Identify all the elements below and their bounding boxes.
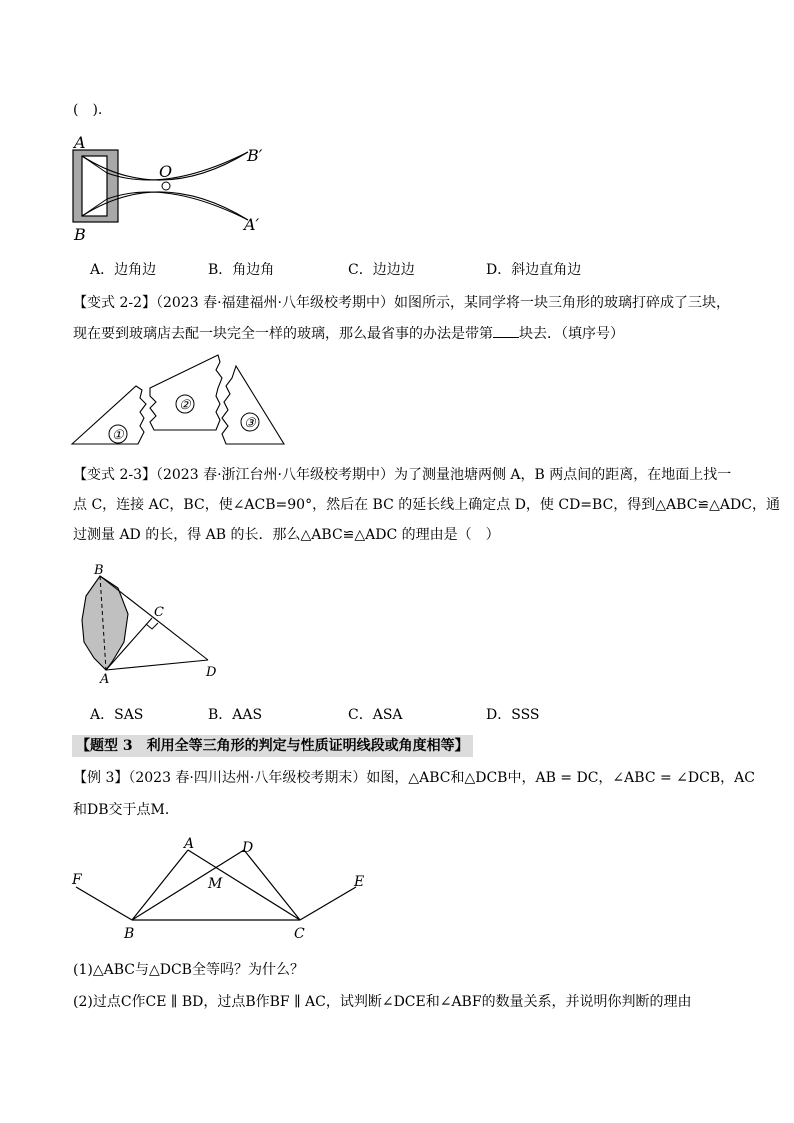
label-A: A [74,133,86,152]
label-E: E [354,874,365,890]
q3-line-1: 【变式 2-3】（2023 春·浙江台州·八年级校考期中）为了测量池塘两侧 A，B 两点间的距离，在地面上找一 [73,467,732,483]
q2-line-1: 【变式 2-2】（2023 春·福建福州·八年级校考期中）如图所示，某同学将一块三角形的玻璃打碎成了三块， [73,295,730,311]
section-heading: 【题型 3 利用全等三角形的判定与性质证明线段或角度相等】 [72,735,473,757]
ex3-figure-triangles [68,832,380,942]
q3-option-a[interactable]: A．SAS [90,707,144,723]
q3-option-c[interactable]: C．ASA [348,707,403,723]
label-C: C [154,605,164,620]
q3-option-d[interactable]: D．SSS [486,707,540,723]
piece-label-2: ② [179,398,191,413]
label-A: A [100,672,110,686]
q1-option-b[interactable]: B．角边角 [208,262,275,278]
q1-stem-tail: ( ). [73,102,103,118]
label-B: B [124,926,135,942]
piece-label-3: ③ [244,416,256,431]
label-B-prime: B′ [247,146,263,165]
q2-answer-blank[interactable] [493,323,519,338]
q2-line-2 [73,323,624,344]
q1-option-c[interactable]: C．边边边 [348,262,415,278]
q3-figure-pond [72,562,232,686]
q2-line-2-a: 现在要到玻璃店去配一块完全一样的玻璃，那么最省事的办法是带第 [73,326,493,342]
ex3-part-2: (2)过点C作CE ∥ BD，过点B作BF ∥ AC，试判断∠DCE和∠ABF的数量关系，并说明你判断的理由 [73,994,692,1010]
label-M: M [208,876,223,892]
label-B: B [74,225,86,244]
piece-label-1: ① [112,428,124,443]
q2-line-2-b: 块去．（填序号） [519,326,624,342]
q2-figure-broken-glass [70,350,290,448]
ex3-line-2: 和DB交于点M． [73,802,179,818]
ex3-part-1: (1)△ABC与△DCB全等吗？为什么？ [73,962,304,978]
q1-option-d[interactable]: D．斜边直角边 [486,262,582,278]
label-F: F [72,872,82,888]
q3-option-b[interactable]: B．AAS [208,707,263,723]
q3-line-3: 过测量 AD 的长，得 AB 的长．那么△ABC≌△ADC 的理由是（ ） [73,527,500,543]
label-O: O [159,162,173,181]
q1-option-a[interactable]: A．边角边 [90,262,157,278]
label-A: A [184,836,195,852]
label-D: D [242,840,254,856]
label-C: C [294,926,305,942]
label-A-prime: A′ [244,215,260,234]
q1-figure-calipers [70,128,270,246]
label-D: D [206,665,217,680]
label-B: B [94,563,104,578]
q3-line-2: 点 C，连接 AC，BC，使∠ACB=90°，然后在 BC 的延长线上确定点 D，使 CD=BC，得到△ABC≌△ADC，通 [73,497,780,513]
ex3-line-1: 【例 3】（2023 春·四川达州·八年级校考期末）如图，△ABC和△DCB中，AB = DC，∠ABC = ∠DCB，AC [73,770,755,786]
